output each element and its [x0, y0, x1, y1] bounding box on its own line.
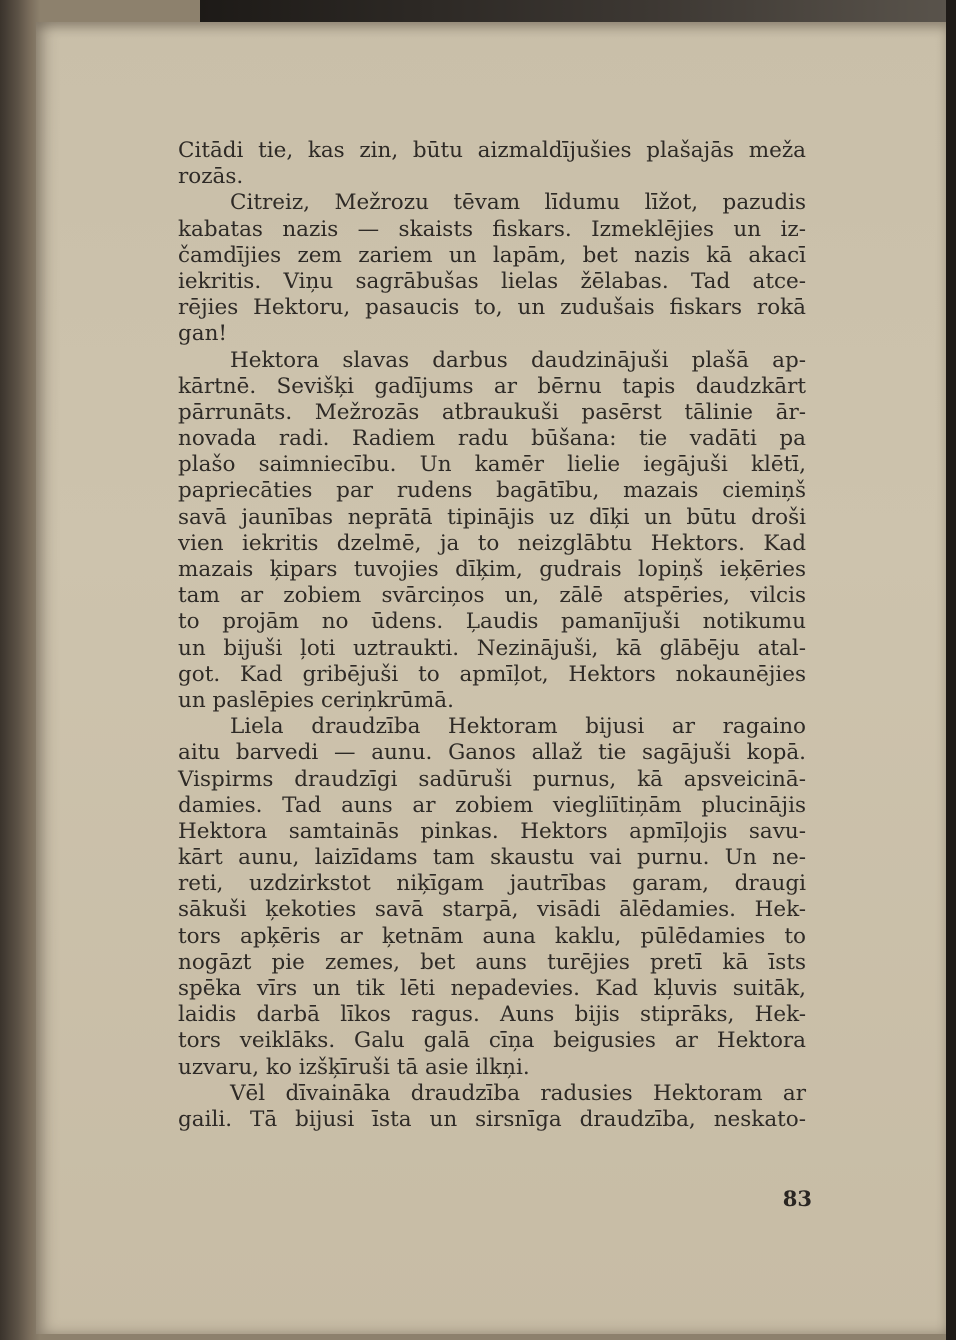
text-line: papriecāties par rudens bagātību, mazais ciemiņš [178, 478, 806, 504]
text-line: Citreiz, Mežrozu tēvam līdumu līžot, pazudis [230, 190, 806, 216]
text-line: tors apķēris ar ķetnām auna kaklu, pūlēdamies to [178, 923, 806, 949]
text-line: novada radi. Radiem radu būšana: tie vadāti pa [178, 426, 806, 452]
text-line: un bijuši ļoti uztraukti. Nezinājuši, kā glābēju atal- [178, 635, 806, 661]
text-line: čamdījies zem zariem un lapām, bet nazis kā akacī [178, 242, 806, 268]
text-line: damies. Tad auns ar zobiem viegliītiņām plucinājis [178, 792, 806, 818]
text-line: reti, uzdzirkstot niķīgam jautrības garam, draugi [178, 871, 806, 897]
text-line: vien iekritis dzelmē, ja to neizglābtu Hektors. Kad [178, 530, 806, 556]
text-line: kārtnē. Sevišķi gadījums ar bērnu tapis daudzkārt [178, 373, 806, 399]
text-line: savā jaunības neprātā tipinājis uz dīķi un būtu droši [178, 504, 806, 530]
page-number: 83 [782, 1186, 812, 1211]
text-line: sākuši ķekoties savā starpā, visādi ālēdamies. Hek- [178, 897, 806, 923]
text-line: Vēl dīvaināka draudzība radusies Hektoram ar [230, 1080, 806, 1106]
text-line: iekritis. Viņu sagrābušas lielas žēlabas. Tad atce- [178, 268, 806, 294]
text-line: Liela draudzība Hektoram bijusi ar ragaino [230, 714, 806, 740]
text-line: tam ar zobiem svārciņos un, zālē atspēries, vilcis [178, 583, 806, 609]
page-text [178, 138, 806, 1133]
text-line: uzvaru, ko izšķīruši tā asie ilkņi. [178, 1054, 530, 1080]
text-line: to projām no ūdens. Ļaudis pamanījuši notikumu [178, 609, 806, 635]
text-line: got. Kad gribējuši to apmīļot, Hektors nokaunējies [178, 661, 806, 687]
text-line: aitu barvedi — aunu. Ganos allaž tie sagājuši kopā. [178, 740, 806, 766]
text-line: kabatas nazis — skaists fiskars. Izmeklējies un iz- [178, 216, 806, 242]
text-line: nogāzt pie zemes, bet auns turējies pretī kā īsts [178, 949, 806, 975]
text-line: kārt aunu, laizīdams tam skaustu vai purnu. Un ne- [178, 845, 806, 871]
text-line: mazais ķipars tuvojies dīķim, gudrais lopiņš ieķēries [178, 557, 806, 582]
text-line: gaili. Tā bijusi īsta un sirsnīga draudzība, neskato- [178, 1106, 806, 1132]
scan-top-edge [200, 0, 956, 22]
text-line: pārrunāts. Mežrozās atbraukuši pasērst tālinie ār- [178, 399, 806, 425]
text-line: rozās. [178, 164, 244, 190]
text-line: Vispirms draudzīgi sadūruši purnus, kā apsveicinā- [178, 766, 806, 792]
text-line: laidis darbā līkos ragus. Auns bijis stiprāks, Hek- [178, 1002, 806, 1028]
text-line: Hektora samtainās pinkas. Hektors apmīļojis savu- [178, 818, 806, 844]
text-line: Hektora slavas darbus daudzinājuši plašā ap- [230, 347, 806, 373]
text-line: spēka vīrs un tik lēti nepadevies. Kad kļuvis suitāk, [178, 976, 806, 1001]
text-line: Citādi tie, kas zin, būtu aizmaldījušies plašajās meža [178, 138, 806, 163]
text-line: un paslēpies ceriņkrūmā. [178, 687, 454, 713]
scan-right-edge [946, 0, 956, 1340]
text-line: gan! [178, 321, 228, 347]
text-line: rējies Hektoru, pasaucis to, un zudušais fiskars rokā [178, 295, 806, 321]
text-line: plašo saimniecību. Un kamēr lielie iegājuši klētī, [178, 452, 806, 478]
text-line: tors veiklāks. Galu galā cīņa beigusies ar Hektora [178, 1028, 806, 1054]
